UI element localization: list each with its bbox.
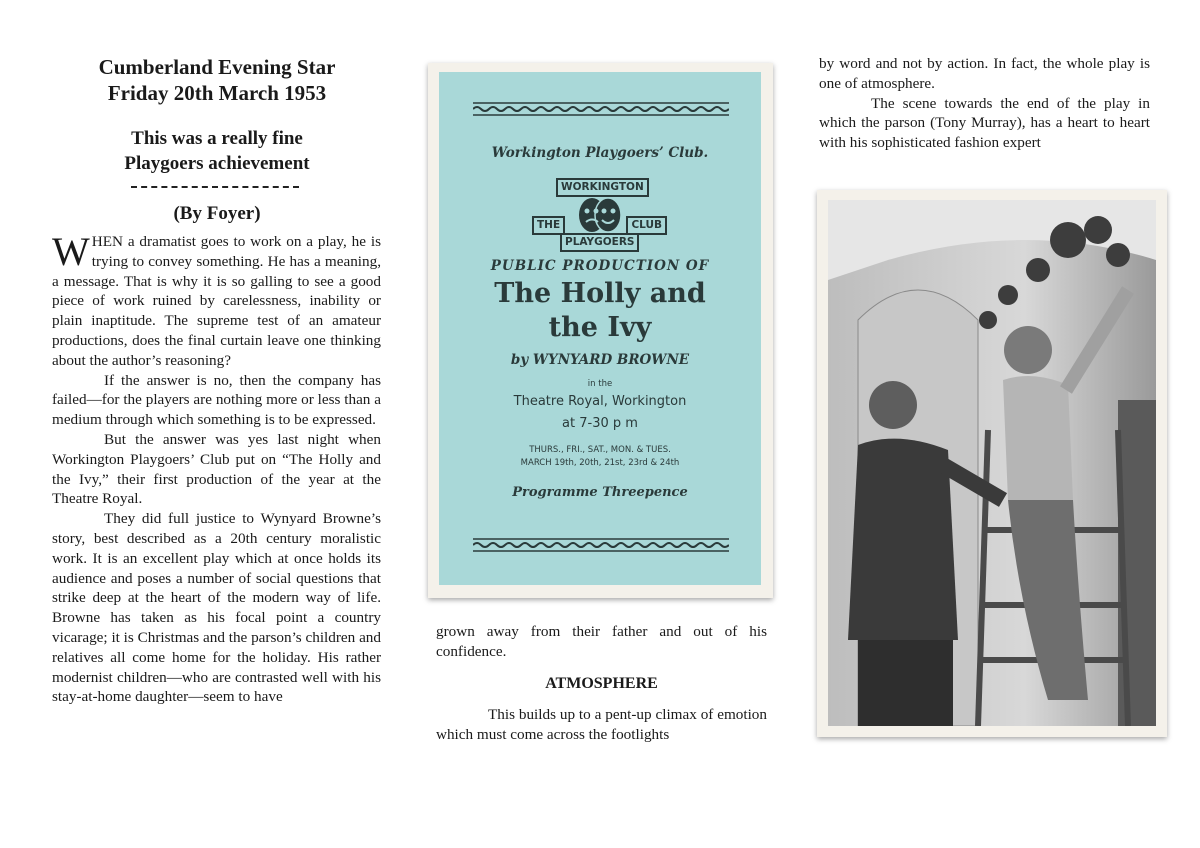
programme-play-title-1: The Holly and [494, 278, 706, 309]
photograph-actors-icon [828, 200, 1156, 726]
programme-time: at 7-30 p m [562, 416, 638, 431]
logo-text-left: THE [532, 216, 565, 235]
programme-club-name: Workington Playgoers’ Club. [491, 145, 709, 161]
article-paragraph: This builds up to a pent-up climax of emotion which must come across the footlights [436, 706, 767, 744]
logo-text-bottom: PLAYGOERS [560, 233, 639, 252]
byline: (By Foyer) [173, 203, 261, 224]
ornament-band-top [473, 102, 729, 116]
masthead-paper: Cumberland Evening Star [98, 55, 336, 79]
programme-in-the: in the [587, 379, 613, 389]
article-paragraph [52, 229, 381, 371]
headline-divider [131, 186, 299, 188]
article-column-2 [436, 622, 767, 745]
theatre-masks-icon [576, 195, 624, 235]
logo-text-top: WORKINGTON [556, 178, 649, 197]
article-paragraph: They did full justice to Wynyard Browne’s story, best described as a 20th century moralistic work. It is an excellent play which at once holds its audience and poses a number of social questions that strike deep at the heart of the modern way of life. Browne has taken as his focal point a country vicarage; it is Christmas and the parson’s children and relatives all come home for the holiday. His rather modernist children—who are contrasted well with his stay-at-home daughter—seem to have [52, 510, 381, 706]
drop-cap: W [52, 229, 90, 274]
headline-line-2: Playgoers achievement [124, 153, 310, 174]
programme-days: THURS., FRI., SAT., MON. & TUES. [529, 445, 671, 455]
programme-play-title-2: the Ivy [548, 312, 652, 343]
logo-text-right: CLUB [626, 216, 667, 235]
masthead [52, 54, 382, 106]
article-paragraph: by word and not by action. In fact, the whole play is one of atmosphere. [819, 55, 1150, 92]
paragraph-text: HEN a dramatist goes to work on a play, he is trying to convey something. He has a meaning, a message. That is why it is so galling to see a good piece of work ruined by carelessness, inability or plain inaptitude. The supreme test of an amateur productions, does the final curtain leave one thinking about the author’s reasoning? [52, 233, 381, 369]
programme-cover [439, 72, 761, 585]
article-paragraph: grown away from their father and out of his confidence. [436, 623, 767, 660]
article-column-3 [819, 54, 1150, 153]
headline [52, 126, 382, 176]
programme-venue: Theatre Royal, Workington [513, 394, 687, 409]
programme-dates: MARCH 19th, 20th, 21st, 23rd & 24th [520, 458, 680, 468]
article-paragraph: But the answer was yes last night when Workington Playgoers’ Club put on “The Holly and the Ivy,” their first production of the year at the Theatre Royal. [52, 430, 381, 508]
playgoers-club-logo [532, 178, 667, 254]
article-paragraph: The scene towards the end of the play in which the parson (Tony Murray), has a heart to heart with his sophisticated fashion expert [819, 94, 1150, 152]
article-column-1 [52, 229, 381, 707]
programme-public-production: PUBLIC PRODUCTION OF [490, 258, 710, 274]
article-paragraph: If the answer is no, then the company has failed—for the players are nothing more or less than a medium through which something is to be expressed. [52, 371, 381, 429]
article-subheading: ATMOSPHERE [545, 674, 658, 692]
ornament-band-bottom [473, 538, 729, 552]
headline-line-1: This was a really fine [131, 128, 303, 149]
programme-author: by WYNYARD BROWNE [510, 352, 690, 368]
masthead-date: Friday 20th March 1953 [107, 81, 327, 105]
programme-price: Programme Threepence [512, 485, 688, 500]
